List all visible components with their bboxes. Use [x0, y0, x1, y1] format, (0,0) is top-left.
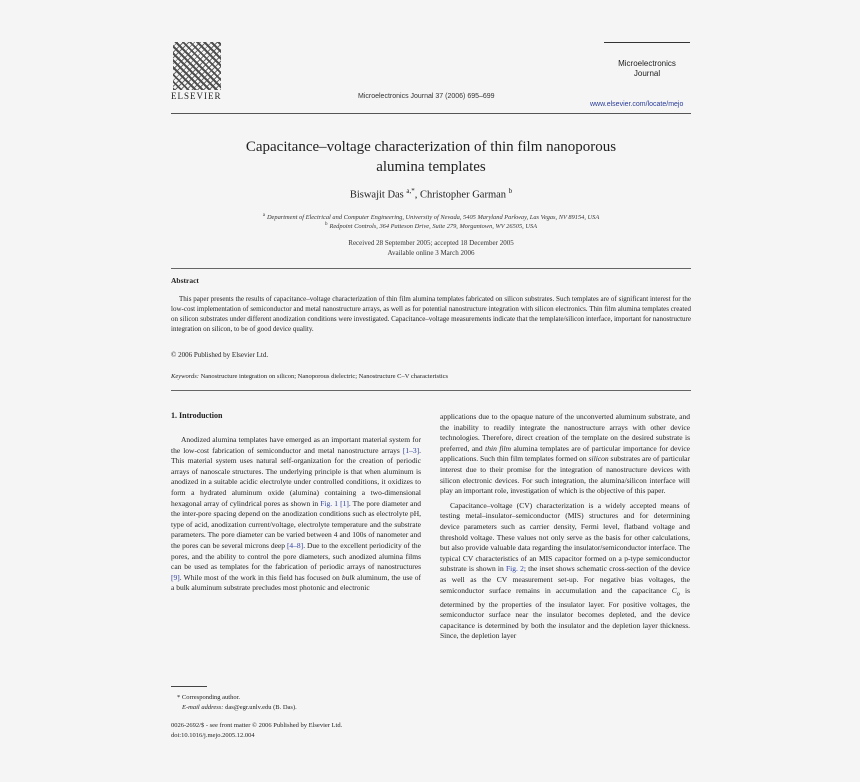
text-run: Capacitance–voltage (CV) characterization is a widely accepted means of testing metal–insulator–semiconductor (MIS) structures and for determining device parameters such as carrier density, Fermi level, flatband voltage and threshold voltage. These values not only serve as the basis for other calculations, but also provide valuable data regarding the insulator/semiconductor interface. The typical CV characteristics of an MIS capacitor formed on a p-type semiconductor substrate is shown in — [440, 500, 690, 574]
keywords-label: Keywords: — [171, 373, 199, 380]
abstract-copyright: © 2006 Published by Elsevier Ltd. — [171, 351, 269, 359]
header-divider — [171, 113, 691, 114]
symbol-c-ox — [672, 586, 680, 595]
available-date: Available online 3 March 2006 — [387, 249, 475, 257]
journal-badge-line2: Journal — [633, 69, 661, 78]
text-run: Anodized alumina templates have emerged as an important material system for the low-cost fabrication of semiconductor and metal nanostructure arrays — [171, 435, 421, 455]
figure-1-link[interactable]: Fig. 1 — [320, 498, 338, 508]
footnote-mark: * — [177, 694, 181, 701]
email-address[interactable]: das@egr.unlv.edu (B. Das). — [223, 704, 297, 711]
text-run: alumina templates are of particular importance for device applications. Such thin film templates formed on — [440, 443, 690, 464]
title-line-1: Capacitance–voltage characterization of thin film nanoporous — [245, 139, 617, 155]
section-heading-introduction: 1. Introduction — [171, 411, 223, 420]
title-line-2: alumina templates — [376, 159, 486, 175]
author-garman: Christopher Garman — [420, 189, 507, 201]
abstract-text: This paper presents the results of capacitance–voltage characterization of thin film alumina templates fabricated on silicon substrates. Such templates are of significant interest for the low-cost implementation of semiconductor and metal nanostructure arrays, as well as for potential nanostructure integration with silicon electronics. Thin film alumina templates created on silicon substrates under different anodization conditions were investigated. Capacitance–voltage measurements indicate that the template/silicon interface, important for nanostructure integration on silicon, to be of good device quality. — [171, 295, 691, 333]
affiliation-a-mark: a — [262, 213, 265, 218]
issn-line: 0026-2692/$ - see front matter © 2006 Published by Elsevier Ltd. — [171, 722, 343, 729]
journal-badge-line1: Microelectronics — [618, 59, 676, 68]
elsevier-tree-icon — [173, 42, 221, 90]
keywords — [171, 373, 691, 380]
figure-2-link[interactable]: Fig. 2 — [506, 564, 524, 574]
email-label: E-mail address: — [182, 704, 224, 711]
symbol-c: C — [671, 585, 677, 595]
intro-paragraph-1-continued — [440, 412, 690, 497]
doi-line[interactable]: doi:10.1016/j.mejo.2005.12.004 — [171, 732, 255, 739]
emphasis-text: bulk — [341, 572, 355, 582]
intro-paragraph-2 — [440, 501, 690, 642]
abstract-heading: Abstract — [171, 276, 199, 285]
journal-badge — [604, 42, 690, 79]
citation-link[interactable]: [1] — [340, 498, 349, 508]
citation-link[interactable]: [1–3] — [402, 445, 420, 455]
citation-link[interactable]: [9] — [171, 572, 180, 582]
footnote-divider — [171, 686, 207, 687]
affiliation-b-text: Redpoint Controls, 364 Patteson Drive, Suite 279, Morgantown, WV 26505, USA — [329, 223, 538, 231]
affiliation-a — [171, 213, 691, 221]
text-run: ; the inset shows schematic cross-section of the device as well as the CV measurement set-up. For negative bias voltages, the semiconductor surface remains in accumulation and the capacitance — [440, 564, 690, 595]
text-run: . Due to the excellent periodicity of the pores, and the ability to control the pore diameters, such anodized alumina films can be used as templates for the fabrication of periodic arrays of nanostructures — [171, 540, 421, 572]
text-run: . This material system uses natural self-organization for the creation of periodic arrays of nanoscale structures. The underlying principle is that when aluminum is anodized in a suitable acidic electrolyte under controlled conditions, it oxidizes to form a hydrated aluminum oxide (alumina) containing a two-dimensional hexagonal array of cylindrical pores as shown in — [171, 445, 421, 508]
author-garman-affiliation[interactable]: b — [508, 187, 513, 195]
publisher-name: ELSEVIER — [171, 91, 222, 101]
emphasis-text: silicon — [588, 454, 609, 464]
corresponding-author-note — [177, 694, 240, 701]
journal-reference: Microelectronics Journal 37 (2006) 695–699 — [358, 93, 495, 100]
author-separator: , — [414, 189, 421, 201]
corresponding-author-text: Corresponding author. — [181, 694, 241, 701]
received-date: Received 28 September 2005; accepted 18 December 2005 — [348, 239, 514, 247]
email-note — [182, 704, 297, 711]
text-run: applications due to the opaque nature of the unconverted aluminum substrate, and the inability to readily integrate the nanostructure arrays with other device technologies. Therefore, direct creation of the template on the desired substrate is preferred, and — [440, 412, 690, 453]
keywords-list: Nanostructure integration on silicon; Nanoporous dielectric; Nanostructure C–V characteristics — [198, 373, 449, 380]
journal-url-link[interactable]: www.elsevier.com/locate/mejo — [590, 101, 684, 108]
affiliation-b-mark: b — [324, 222, 328, 227]
affiliation-b — [171, 222, 691, 230]
abstract-top-divider — [171, 268, 691, 269]
symbol-subscript: o — [676, 590, 680, 597]
affiliation-a-text: Department of Electrical and Computer Engineering, University of Nevada, 5405 Maryland Parkway, Las Vegas, NV 89154, USA — [266, 214, 600, 222]
text-run: substrates are of particular interest due to their promise for the integration of nanostructure devices with silicon electronic devices. For such integration, the alumina/silicon interface will play an important role, investigation of which is the objective of this paper. — [440, 454, 690, 496]
emphasis-text: thin film — [485, 443, 511, 453]
text-run: . The pore diameter and the inter-pore spacing depend on the anodization conditions such as electrolyte pH, type of acid, anodization current/voltage, electrolyte temperature and the substrate parameters. The pore diameter can be varied between 4 and 100s of nanometer and the pores can be several microns deep — [171, 498, 422, 550]
keywords-divider — [171, 390, 691, 391]
right-column — [440, 412, 690, 642]
citation-link[interactable]: [4–8] — [286, 540, 304, 550]
elsevier-logo — [171, 42, 223, 102]
intro-paragraph-1 — [171, 435, 421, 594]
text-run: . While most of the work in this field has focused on — [179, 572, 342, 582]
left-column — [171, 435, 421, 594]
article-title — [171, 137, 691, 177]
author-list — [171, 187, 691, 201]
text-run: is determined by the properties of the insulator layer. For positive voltages, the semiconductor surface near the insulator becomes depleted, and the device capacitance is determined by both the insulator and the depletion layer thickness. Since, the depletion layer — [440, 585, 690, 641]
text-run: aluminum, the use of a bulk aluminum substrate precludes most photonic and electronic — [171, 572, 421, 593]
author-das: Biswajit Das — [349, 189, 404, 201]
author-das-affiliation[interactable]: a,* — [406, 187, 415, 195]
